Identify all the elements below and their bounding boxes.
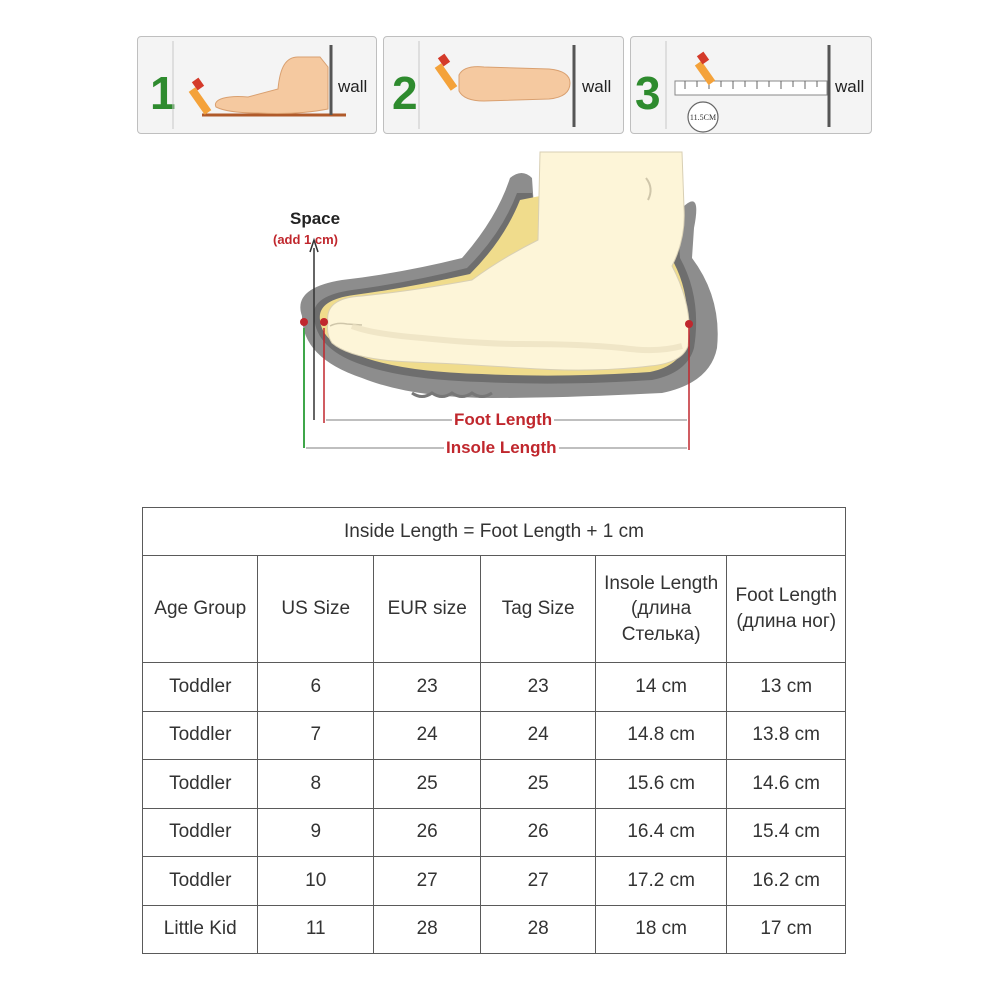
space-label: Space: [290, 209, 341, 228]
cell-eur-size: 23: [373, 663, 480, 712]
table-row: [143, 905, 846, 954]
wall-label-3: wall: [835, 77, 865, 96]
cell-tag-size: 27: [481, 857, 595, 906]
cell-insole-length: 15.6 cm: [595, 760, 727, 809]
cell-age-group: Toddler: [143, 857, 258, 906]
cell-eur-size: 27: [373, 857, 480, 906]
cell-tag-size: 26: [481, 808, 595, 857]
step-panel-2: [383, 36, 624, 134]
cell-foot-length: 14.6 cm: [727, 760, 846, 809]
step-panel-3: [630, 36, 872, 134]
cell-age-group: Little Kid: [143, 905, 258, 954]
cell-eur-size: 28: [373, 905, 480, 954]
step-number-1: 1: [150, 67, 176, 119]
cell-insole-length: 14.8 cm: [595, 711, 727, 760]
step-number-3: 3: [635, 67, 661, 119]
table-row: [143, 760, 846, 809]
cell-insole-length: 18 cm: [595, 905, 727, 954]
header-insole-length: Insole Length (длина Стелька): [595, 556, 727, 663]
cell-eur-size: 24: [373, 711, 480, 760]
insole-length-label: Insole Length: [446, 438, 557, 457]
table-header-row: [143, 556, 846, 663]
cell-foot-length: 17 cm: [727, 905, 846, 954]
cell-foot-length: 16.2 cm: [727, 857, 846, 906]
cell-us-size: 11: [258, 905, 373, 954]
header-age-group: Age Group: [143, 556, 258, 663]
table-title: Inside Length = Foot Length + 1 cm: [143, 508, 846, 556]
foot-length-label: Foot Length: [454, 410, 553, 429]
cell-foot-length: 13.8 cm: [727, 711, 846, 760]
cell-tag-size: 24: [481, 711, 595, 760]
cell-foot-length: 13 cm: [727, 663, 846, 712]
header-us-size: US Size: [258, 556, 373, 663]
header-foot-length: Foot Length (длина ног): [727, 556, 846, 663]
table-row: [143, 663, 846, 712]
cell-age-group: Toddler: [143, 711, 258, 760]
step-number-2: 2: [392, 67, 418, 119]
cell-tag-size: 28: [481, 905, 595, 954]
ruler: [675, 81, 827, 95]
cell-us-size: 10: [258, 857, 373, 906]
wall-label-2: wall: [582, 77, 612, 96]
cell-insole-length: 14 cm: [595, 663, 727, 712]
cell-us-size: 8: [258, 760, 373, 809]
wall-label-1: wall: [338, 77, 368, 96]
space-note: (add 1 cm): [273, 232, 339, 247]
cell-tag-size: 23: [481, 663, 595, 712]
cell-tag-size: 25: [481, 760, 595, 809]
ruler-reading: 11.5CM: [689, 113, 717, 122]
cell-age-group: Toddler: [143, 760, 258, 809]
header-tag-size: Tag Size: [481, 556, 595, 663]
table-row: [143, 808, 846, 857]
header-eur-size: EUR size: [373, 556, 480, 663]
cell-us-size: 7: [258, 711, 373, 760]
table-row: [143, 857, 846, 906]
cell-insole-length: 17.2 cm: [595, 857, 727, 906]
cell-us-size: 6: [258, 663, 373, 712]
cell-eur-size: 25: [373, 760, 480, 809]
cell-age-group: Toddler: [143, 808, 258, 857]
cell-insole-length: 16.4 cm: [595, 808, 727, 857]
cell-us-size: 9: [258, 808, 373, 857]
cell-age-group: Toddler: [143, 663, 258, 712]
table-row: [143, 711, 846, 760]
cell-eur-size: 26: [373, 808, 480, 857]
size-chart-table: [142, 507, 846, 954]
step-panel-1: [137, 36, 377, 134]
cell-foot-length: 15.4 cm: [727, 808, 846, 857]
